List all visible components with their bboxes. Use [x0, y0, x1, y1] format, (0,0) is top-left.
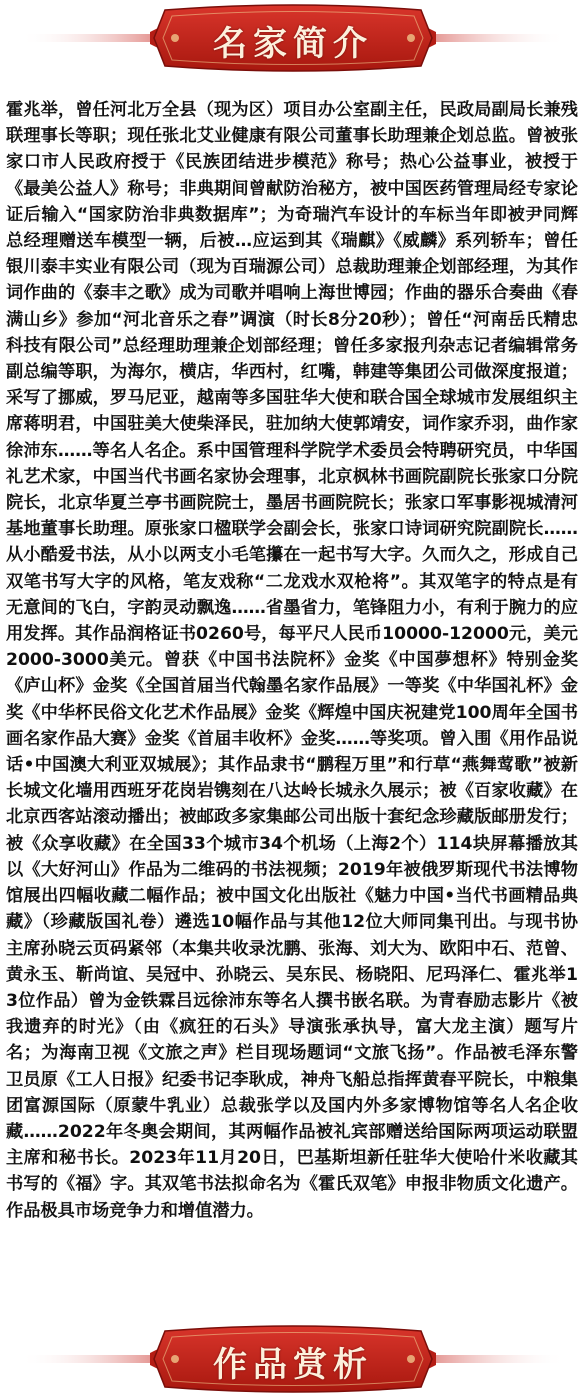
section-banner-profile: [0, 2, 586, 74]
banner-title-profile: 名家简介: [213, 24, 373, 64]
section-banner-works: [0, 1323, 586, 1395]
banner-title-works: 作品赏析: [213, 1345, 373, 1385]
biography-text: 霍兆举，曾任河北万全县（现为区）项目办公室副主任，民政局副局长兼残联理事长等职；现任张北艾业健康有限公司董事长助理兼企划总监。曾被张家口市人民政府授于《民族团结进步模范》称号；热心公益事业，被授于《最美公益人》称号；非典期间曾献防治秘方，被中国医药管理局经专家论证后输入“国家防治非典数据库”；为奇瑞汽车设计的车标当年即被尹同辉总经理赠送车模型一辆，后被…应运到其《瑞麒》《威麟》系列轿车；曾任银川泰丰实业有限公司（现为百瑞源公司）总裁助理兼企划部经理，为其作词作曲的《泰丰之歌》成为司歌并唱响上海世博园；作曲的器乐合奏曲《春满山乡》参加“河北音乐之春”调演（时长8分20秒）；曾任“河南岳氏精忠科技有限公司”总经理助理兼企划部经理；曾任多家报刋杂志记者编辑常务副总编等职，为海尔，横店，华西村，红嘴，韩建等集团公司做深度报道；采写了挪威，罗马尼亚，越南等多国驻华大使和联合国全球城市发展组织主席蒋明君，中国驻美大使柴泽民，驻加纳大使郭靖安，词作家乔羽，曲作家徐沛东……等名人名企。系中国管理科学院学术委员会特聘研究员，中华国礼艺术家，中国当代书画名家协会理事，北京枫林书画院副院长张家口分院院长，北京华夏兰亭书画院院士，墨居书画院院长；张家口军事影视城清河基地董事长助理。原张家口楹联学会副会长，张家口诗词研究院副院长……从小酷爱书法，从小以两支小毛笔攥在一起书写大字。久而久之，形成自己双笔书写大字的风格，笔友戏称“二龙戏水双枪将”。其双笔字的特点是有无意间的飞白，字韵灵动飘逸……省墨省力，笔锋阻力小，有利于腕力的应用发挥。其作品润格证书0260号，每平尺人民币10000-12000元，美元2000-3000美元。曾获《中国书法院杯》金奖《中国夢想杯》特别金奖《庐山杯》金奖《全国首届当代翰墨名家作品展》一等奖《中华国礼杯》金奖《中华杯民俗文化艺术作品展》金奖《辉煌中国庆祝建党100周年全国书画名家作品大赛》金奖《首届丰收杯》金奖……等奖项。曾入围《用作品说话•中国澳大利亚双城展》；其作品隶书“鹏程万里”和行草“燕舞莺歌”被新长城文化墙用西班牙花岗岩镌刻在八达岭长城永久展示；被《百家收藏》在北京西客站滚动播出；被邮政多家集邮公司出版十套纪念珍藏版邮册发行；被《众享收藏》在全国33个城市34个机场（上海2个）114块屏幕播放其以《大好河山》作品为二维码的书法视频；2019年被俄罗斯现代书法博物馆展出四幅收藏二幅作品；被中国文化出版社《魅力中国•当代书画精品典藏》（珍藏版国礼卷）遴选10幅作品与其他12位大师同集刊出。与现书协主席孙晓云页码紧邻（本集共收录沈鹏、张海、刘大为、欧阳中石、范曾、黄永玉、靳尚谊、吴冠中、孙晓云、吴东民、杨晓阳、尼玛泽仁、霍兆举13位作品）曾为金铁霖吕远徐沛东等名人撰书嵌名联。为青春励志影片《被我遗弃的时光》（由《疯狂的石头》导演张承执导，富大龙主演）题写片名；为海南卫视《文旅之声》栏目现场题词“文旅飞扬”。作品被毛泽东警卫员原《工人日报》纪委书记李耿成，神舟飞船总指挥黄春平院长，中粮集团富源国际（原蒙牛乳业）总裁张学以及国内外多家博物馆等名人名企收藏……2022年冬奥会期间，其两幅作品被礼宾部赠送给国际两项运动联盟主席和秘书长。2023年11月20日，巴基斯坦新任驻华大使哈什米收藏其书写的《福》字。其双笔书法拟命名为《霍氏双笔》申报非物质文化遗产。作品极具市场竞争力和增值潜力。: [6, 100, 578, 1221]
